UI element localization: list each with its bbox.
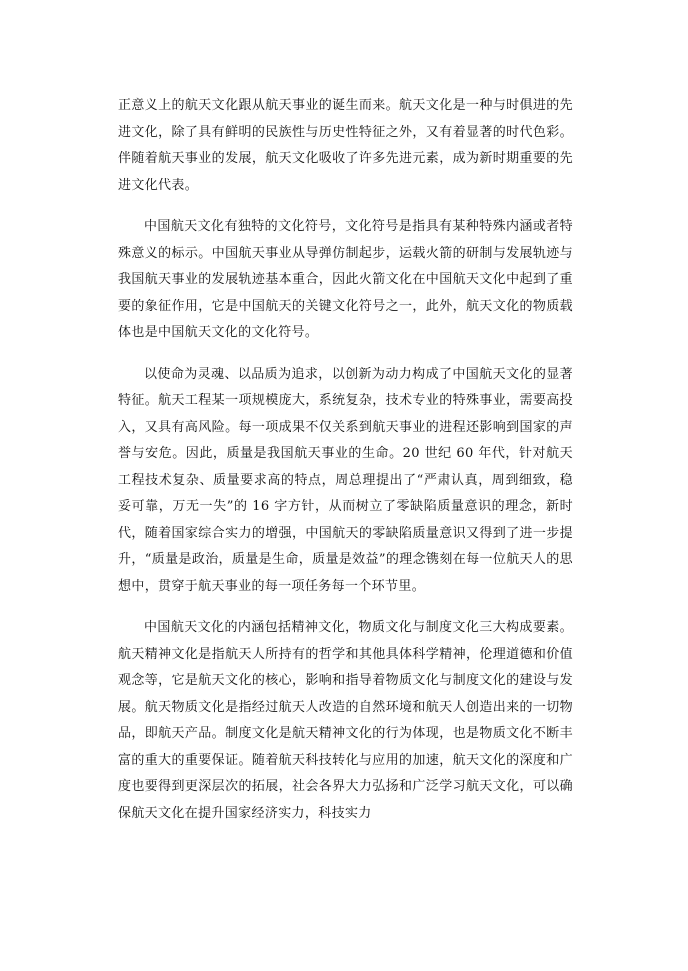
paragraph-3: 以使命为灵魂、以品质为追求，以创新为动力构成了中国航天文化的显著特征。航天工程某一项规模庞大，系统复杂，技术专业的特殊事业，需要高投入，又具有高风险。每一项成果不仅关系到航天事业的进程还影响到国家的声誉与安危。因此，质量是我国航天事业的生命。20 世纪 60 年代，针对航天工程技术复杂、质量要求高的特点，周总理提出了“严肃认真，周到细致，稳妥可靠，万无一失”的 16 字方针，从而树立了零缺陷质量意识的理念，新时代，随着国家综合实力的增强，中国航天的零缺陷质量意识又得到了进一步提升，“质量是政治，质量是生命，质量是效益”的理念镌刻在每一位航天人的思想中，贯穿于航天事业的每一项任务每一个环节里。: [118, 366, 573, 594]
paragraph-1: 正意义上的航天文化跟从航天事业的诞生而来。航天文化是一种与时俱进的先进文化，除了具有鲜明的民族性与历史性特征之外，又有着显著的时代色彩。伴随着航天事业的发展，航天文化吸收了许多先进元素，成为新时期重要的先进文化代表。: [118, 98, 573, 193]
paragraph-2: 中国航天文化有独特的文化符号，文化符号是指具有某种特殊内涵或者特殊意义的标示。中国航天事业从导弹仿制起步，运载火箭的研制与发展轨迹与我国航天事业的发展轨迹基本重合，因此火箭文化在中国航天文化中起到了重要的象征作用，它是中国航天的关键文化符号之一，此外，航天文化的物质载体也是中国航天文化的文化符号。: [118, 219, 573, 340]
paragraph-4: 中国航天文化的内涵包括精神文化，物质文化与制度文化三大构成要素。航天精神文化是指航天人所持有的哲学和其他具体科学精神，伦理道德和价值观念等，它是航天文化的核心，影响和指导着物质文化与制度文化的建设与发展。航天物质文化是指经过航天人改造的自然环境和航天人创造出来的一切物品，即航天产品。制度文化是航天精神文化的行为体现，也是物质文化不断丰富的重大的重要保证。随着航天科技转化与应用的加速，航天文化的深度和广度也要得到更深层次的拓展，社会各界大力弘扬和广泛学习航天文化，可以确保航天文化在提升国家经济实力，科技实力: [118, 620, 573, 821]
document-body: [118, 93, 573, 827]
